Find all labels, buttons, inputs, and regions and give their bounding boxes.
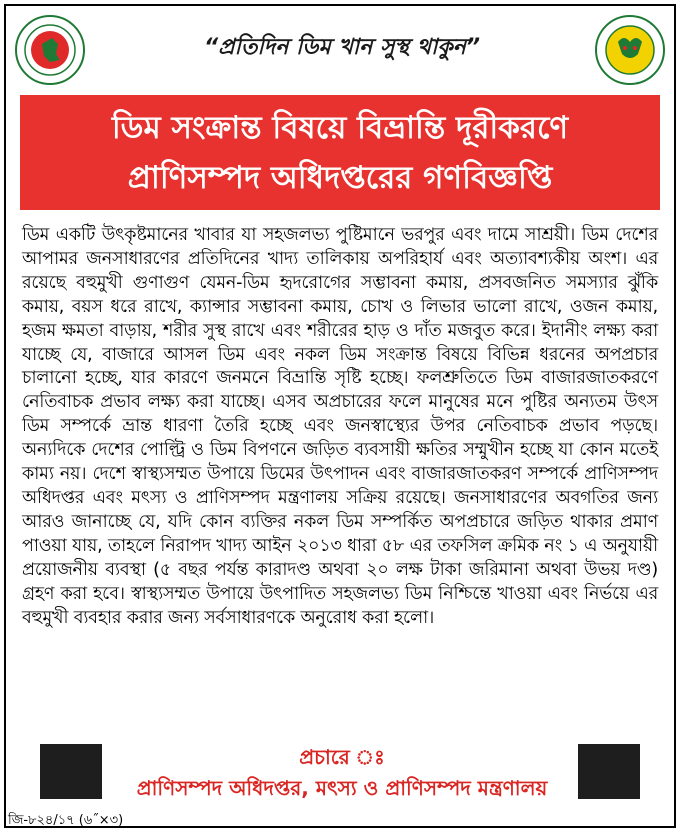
- campaign-photo-left: [40, 744, 102, 799]
- advertisement-code: জি-৮২৪/১৭ (৬˝×৩): [8, 813, 124, 828]
- bangladesh-government-seal-icon: [14, 14, 86, 86]
- notice-body: ডিম একটি উৎকৃষ্টমানের খাবার যা সহজলভ্য পুষ্টিমানে ভরপুর এবং দামে সাশ্রয়ী। ডিম দেশের আপামর জনসাধারণের প্রতিদিনের খাদ্য তালিকায় অপরিহার্য এবং অত্যাবশ্যকীয় অংশ। এর রয়েছে বহুমুখী গুণাগুণ যেমন-ডিম হৃদরোগের সম্ভাবনা কমায়, প্রসবজনিত সমস্যার ঝুঁকি কমায়, বয়স ধরে রাখে, ক্যান্সার সম্ভাবনা কমায়, চোখ ও লিভার ভালো রাখে, ওজন কমায়, হজম ক্ষমতা বাড়ায়, শরীর সুস্থ রাখে এবং শরীরের হাড় ও দাঁত মজবুত করে। ইদানীং লক্ষ্য করা যাচ্ছে যে, বাজারে আসল ডিম এবং নকল ডিম সংক্রান্ত বিষয়ে বিভিন্ন ধরনের অপপ্রচার চালানো হচ্ছে, যার কারণে জনমনে বিভ্রান্তি সৃষ্টি হচ্ছে। ফলশ্রুতিতে ডিম বাজারজাতকরণে নেতিবাচক প্রভাব লক্ষ্য করা যাচ্ছে। এসব অপ্রচারের ফলে মানুষের মনে পুষ্টির অন্যতম উৎস ডিম সম্পর্কে ভ্রান্ত ধারণা তৈরি হচ্ছে এবং জনস্বাস্থ্যের উপর নেতিবাচক প্রভাব পড়ছে। অন্যদিকে দেশের পোল্ট্রি ও ডিম বিপণনে জড়িত ব্যবসায়ী ক্ষতির সম্মুখীন হচ্ছে যা কোন মতেই কাম্য নয়। দেশে স্বাস্থ্যসম্মত উপায়ে ডিমের উৎপাদন এবং বাজারজাতকরণ সম্পর্কে প্রাণিসম্পদ অধিদপ্তর এবং মৎস্য ও প্রাণিসম্পদ মন্ত্রণালয় সক্রিয় রয়েছে। জনসাধারণের অবগতির জন্য আরও জানাচ্ছে যে, যদি কোন ব্যক্তির নকল ডিম সম্পর্কিত অপপ্রচারে জড়িত থাকার প্রমাণ পাওয়া যায়, তাহলে নিরাপদ খাদ্য আইন ২০১৩ ধারা ৫৮ এর তফসিল ক্রমিক নং ১ এ অনুযায়ী প্রয়োজনীয় ব্যবস্থা (৫ বছর পর্যন্ত কারাদণ্ড অথবা ২০ লক্ষ টাকা জরিমানা অথবা উভয় দণ্ড) গ্রহণ করা হবে। স্বাস্থ্যসম্মত উপায়ে উৎপাদিত সহজলভ্য ডিম নিশ্চিন্তে খাওয়া এবং নির্ভয়ে এর বহুমুখী ব্যবহার করার জন্য সর্বসাধারণকে অনুরোধ করা হলো।: [22, 225, 658, 628]
- headline-banner: [20, 95, 660, 210]
- campaign-photo-right: [578, 744, 640, 799]
- slogan: “প্রতিদিন ডিম খান সুস্থ থাকুন”: [203, 35, 481, 60]
- livestock-department-emblem-icon: [594, 14, 666, 86]
- publicity-label: প্রচারে ঃ: [299, 745, 385, 769]
- headline-line-1: ডিম সংক্রান্ত বিষয়ে বিভ্রান্তি দূরীকরণে: [111, 109, 569, 146]
- publisher-organization: প্রাণিসম্পদ অধিদপ্তর, মৎস্য ও প্রাণিসম্পদ মন্ত্রণালয়: [136, 776, 548, 800]
- headline-line-2: প্রাণিসম্পদ অধিদপ্তরের গণবিজ্ঞপ্তি: [127, 159, 553, 196]
